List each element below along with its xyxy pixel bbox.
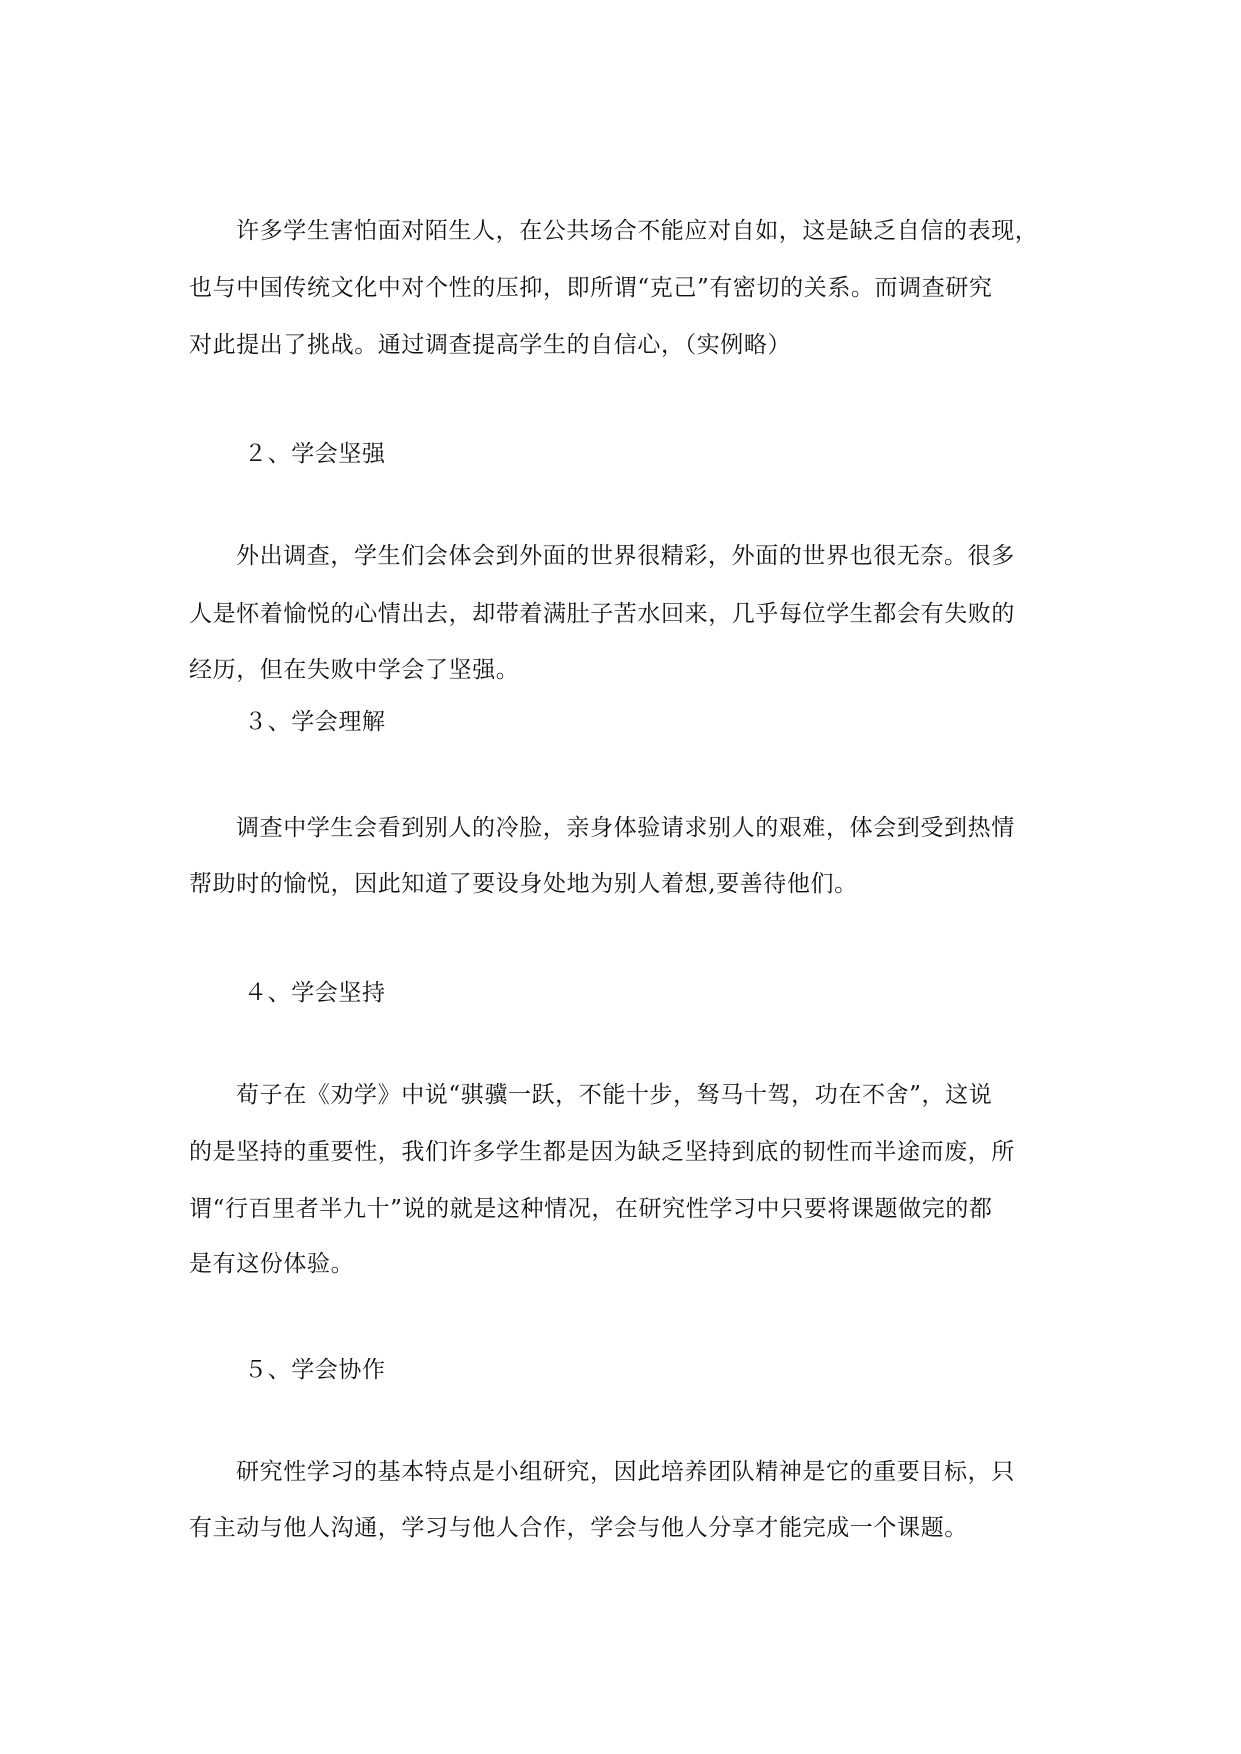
paragraph-line: 人是怀着愉悦的心情出去，却带着满肚子苦水回来，几乎每位学生都会有失败的	[189, 601, 1015, 627]
section-heading: ５、学会协作	[244, 1357, 386, 1383]
paragraph-line: 对此提出了挑战。通过调查提高学生的自信心，（实例略）	[189, 332, 792, 358]
paragraph-line: 有主动与他人沟通，学习与他人合作，学会与他人分享才能完成一个课题。	[189, 1515, 968, 1541]
section-heading: ２、学会坚强	[244, 441, 386, 467]
paragraph-line: 的是坚持的重要性，我们许多学生都是因为缺乏坚持到底的韧性而半途而废，所	[189, 1139, 1015, 1165]
paragraph-line: 许多学生害怕面对陌生人，在公共场合不能应对自如，这是缺乏自信的表现，	[236, 218, 1039, 244]
section-heading: ３、学会理解	[244, 709, 386, 735]
paragraph-line: 也与中国传统文化中对个性的压抑，即所谓“克己”有密切的关系。而调查研究	[189, 275, 993, 301]
paragraph-line: 是有这份体验。	[189, 1251, 355, 1277]
paragraph-line: 经历，但在失败中学会了坚强。	[189, 657, 520, 683]
paragraph-line: 帮助时的愉悦，因此知道了要设身处地为别人着想,要善待他们。	[189, 871, 858, 897]
paragraph-line: 荀子在《劝学》中说“骐骥一跃，不能十步，驽马十驾，功在不舍”，这说	[236, 1082, 993, 1108]
paragraph-line: 外出调查，学生们会体会到外面的世界很精彩，外面的世界也很无奈。很多	[236, 543, 1015, 569]
paragraph-line: 调查中学生会看到别人的冷脸，亲身体验请求别人的艰难，体会到受到热情	[236, 815, 1015, 841]
paragraph-line: 谓“行百里者半九十”说的就是这种情况，在研究性学习中只要将课题做完的都	[189, 1196, 993, 1222]
section-heading: ４、学会坚持	[244, 980, 386, 1006]
paragraph-line: 研究性学习的基本特点是小组研究，因此培养团队精神是它的重要目标，只	[236, 1459, 1015, 1485]
